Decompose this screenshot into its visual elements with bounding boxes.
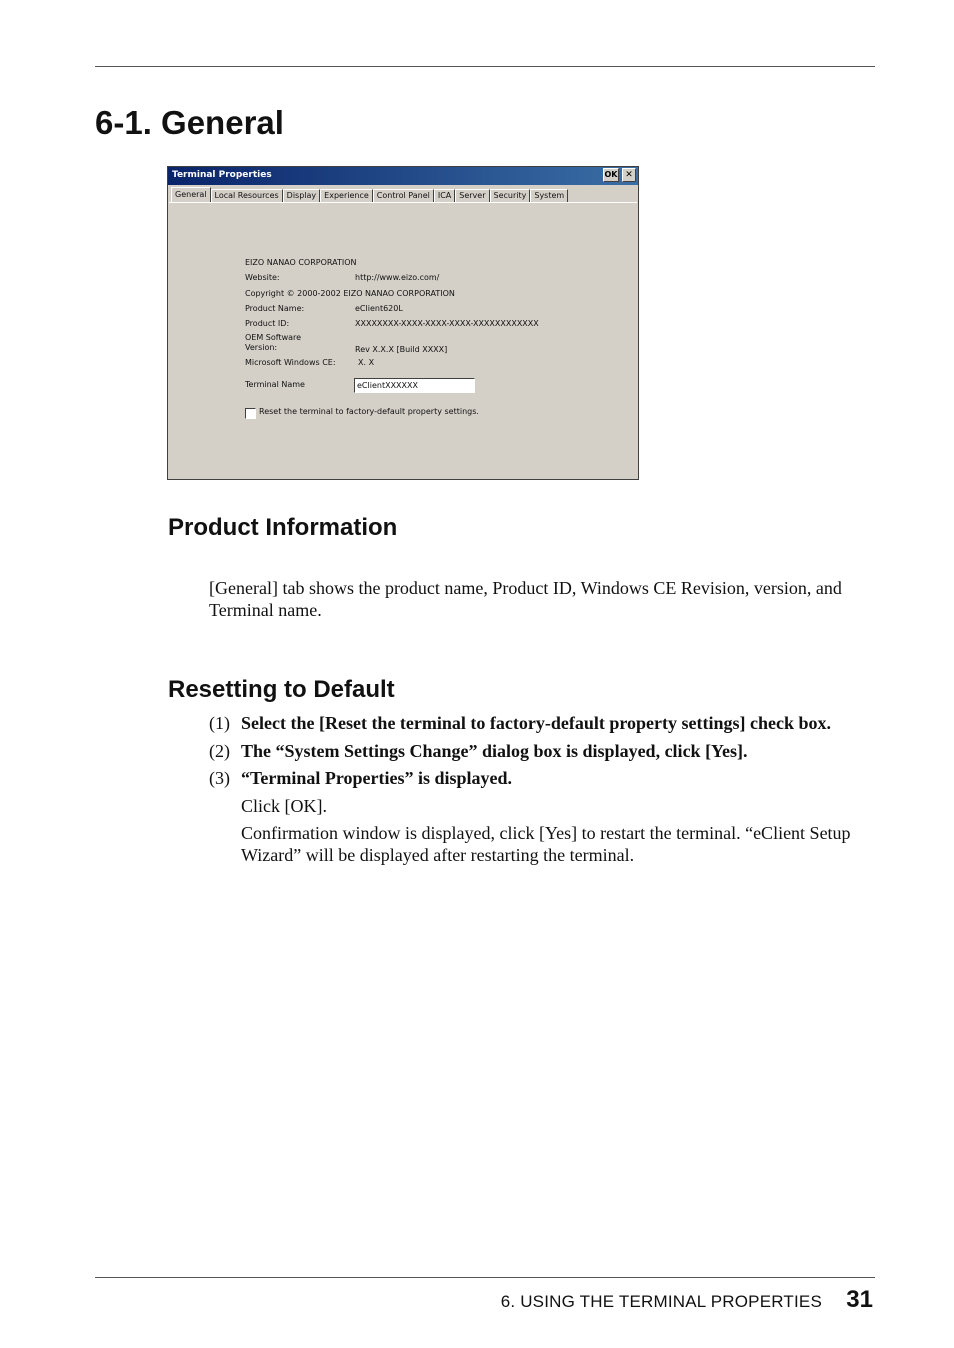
product-id-value: XXXXXXXX-XXXX-XXXX-XXXX-XXXXXXXXXXXX — [355, 319, 539, 328]
product-id-row — [245, 319, 539, 328]
footer-rule — [95, 1277, 875, 1278]
terminal-name-label: Terminal Name — [245, 380, 305, 389]
tab-general[interactable]: General — [171, 187, 211, 202]
resetting-heading: Resetting to Default — [168, 676, 395, 703]
tab-experience[interactable]: Experience — [320, 189, 373, 202]
step-number: (3) — [209, 768, 230, 788]
step-3 — [209, 767, 512, 789]
oem-row — [245, 343, 448, 354]
dialog-titlebar — [168, 167, 638, 185]
terminal-name-input[interactable]: eClientXXXXXX — [354, 378, 475, 393]
step-text: “Terminal Properties” is displayed. — [241, 768, 513, 788]
product-name-value: eClient620L — [355, 304, 403, 313]
step-text: Select the [Reset the terminal to factory-default property settings] check box. — [241, 713, 832, 733]
step-3-instruction: Click [OK]. — [241, 796, 327, 816]
copyright-text: Copyright © 2000-2002 EIZO NANAO CORPORATION — [245, 289, 455, 298]
tab-ica[interactable]: ICA — [434, 189, 455, 202]
step-text: The “System Settings Change” dialog box is displayed, click [Yes]. — [241, 741, 748, 761]
tab-strip — [171, 187, 568, 202]
oem-label-line-2: Version: — [245, 343, 278, 352]
ok-button[interactable]: OK — [603, 168, 619, 182]
product-id-label: Product ID: — [245, 319, 290, 328]
website-label: Website: — [245, 273, 280, 282]
page-number: 31 — [846, 1286, 873, 1313]
product-name-label: Product Name: — [245, 304, 305, 313]
website-row — [245, 273, 440, 282]
tab-local-resources[interactable]: Local Resources — [211, 189, 283, 202]
company-name: EIZO NANAO CORPORATION — [245, 258, 357, 267]
website-value: http://www.eizo.com/ — [355, 273, 440, 282]
footer-section-title: 6. USING THE TERMINAL PROPERTIES — [500, 1292, 822, 1311]
close-icon[interactable]: ✕ — [622, 168, 636, 182]
step-number: (1) — [209, 713, 230, 733]
step-2 — [209, 740, 748, 762]
step-number: (2) — [209, 741, 230, 761]
tab-server[interactable]: Server — [455, 189, 489, 202]
tab-control-panel[interactable]: Control Panel — [373, 189, 434, 202]
tab-system[interactable]: System — [530, 189, 568, 202]
wince-row — [245, 358, 375, 367]
tab-security[interactable]: Security — [490, 189, 531, 202]
wince-value: X. X — [358, 358, 375, 367]
dialog-title: Terminal Properties — [172, 170, 272, 180]
reset-checkbox-label[interactable]: Reset the terminal to factory-default property settings. — [259, 407, 479, 416]
wince-label: Microsoft Windows CE: — [245, 358, 336, 367]
oem-label-line-1: OEM Software — [245, 333, 302, 342]
oem-version-value: Rev X.X.X [Build XXXX] — [355, 345, 448, 354]
step-3-confirmation: Confirmation window is displayed, click [Yes] to restart the terminal. “eClient Setup Wizard” will be displayed after restarting the terminal. — [241, 823, 851, 865]
terminal-properties-dialog — [167, 166, 639, 480]
page-title: 6-1. General — [95, 104, 284, 141]
general-tab-panel — [169, 202, 637, 478]
product-information-text: [General] tab shows the product name, Product ID, Windows CE Revision, version, and Terminal name. — [209, 578, 842, 620]
step-1 — [209, 712, 831, 734]
tab-display[interactable]: Display — [283, 189, 321, 202]
header-rule — [95, 66, 875, 67]
product-name-row — [245, 304, 403, 313]
product-information-heading: Product Information — [168, 514, 398, 541]
reset-checkbox[interactable] — [245, 408, 256, 419]
